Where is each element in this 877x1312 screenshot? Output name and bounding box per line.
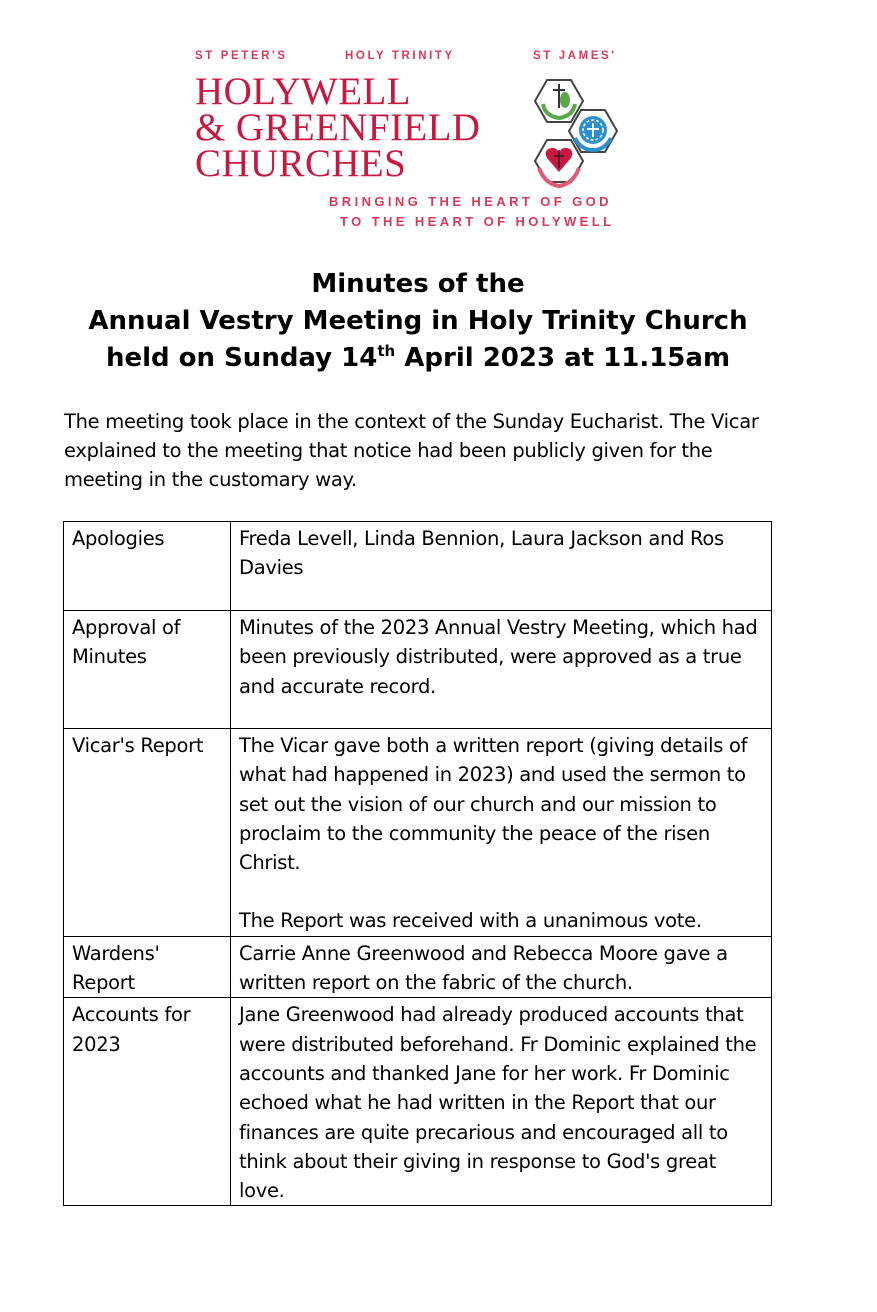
row-content: Minutes of the 2023 Annual Vestry Meeting, which had been previously distributed, were approved as a true and accurate record. [231, 611, 772, 729]
parish-st-peters: ST PETER'S [195, 50, 288, 62]
church-logo [193, 44, 653, 234]
title-line-1: Minutes of the [311, 269, 525, 299]
table-row [64, 998, 772, 1206]
row-content: Jane Greenwood had already produced accounts that were distributed beforehand. Fr Dominic explained the accounts and thanked Jane for her work. Fr Dominic echoed what he had written in the Report that our finances are quite precarious and encouraged all to think about their giving in response to God's great love. [231, 998, 772, 1206]
row-label: Approval of Minutes [64, 611, 231, 729]
title-line-3-post: April 2023 at 11.15am [395, 343, 731, 373]
tagline-line-2: TO THE HEART OF HOLYWELL [340, 214, 615, 229]
title-line-3-pre: held on Sunday 14 [105, 343, 378, 373]
parish-st-james: ST JAMES' [533, 50, 617, 62]
hands-emblem-icon [515, 74, 640, 199]
title-ordinal-suffix: th [377, 342, 396, 360]
brand-line-1: HOLYWELL [195, 70, 411, 113]
table-row [64, 729, 772, 937]
minutes-table [63, 521, 772, 1206]
brand-line-2: & GREENFIELD [195, 106, 481, 149]
row-content: Freda Levell, Linda Bennion, Laura Jackson and Ros Davies [231, 522, 772, 611]
row-label: Wardens' Report [64, 936, 231, 998]
row-content [231, 729, 772, 937]
row-label: Accounts for 2023 [64, 998, 231, 1206]
table-row [64, 936, 772, 998]
title-line-3 [0, 340, 836, 377]
table-row [64, 611, 772, 729]
row-label: Apologies [64, 522, 231, 611]
table-row [64, 522, 772, 611]
row-content: Carrie Anne Greenwood and Rebecca Moore gave a written report on the fabric of the church. [231, 936, 772, 998]
tagline-line-1: BRINGING THE HEART OF GOD [329, 194, 612, 209]
title-line-2: Annual Vestry Meeting in Holy Trinity Church [88, 306, 748, 336]
row-label: Vicar's Report [64, 729, 231, 937]
intro-paragraph: The meeting took place in the context of the Sunday Eucharist. The Vicar explained to the meeting that notice had been publicly given for the meeting in the customary way. [64, 410, 759, 491]
brand-line-3: CHURCHES [195, 142, 407, 185]
parish-holy-trinity: HOLY TRINITY [345, 50, 455, 62]
vicar-report-text: The Vicar gave both a written report (giving details of what had happened in 2023) and used the sermon to set out the vision of our church and our mission to proclaim to the community the peace of the risen Christ. [239, 734, 748, 875]
vicar-report-vote: The Report was received with a unanimous vote. [239, 909, 702, 933]
page-title [0, 266, 836, 377]
